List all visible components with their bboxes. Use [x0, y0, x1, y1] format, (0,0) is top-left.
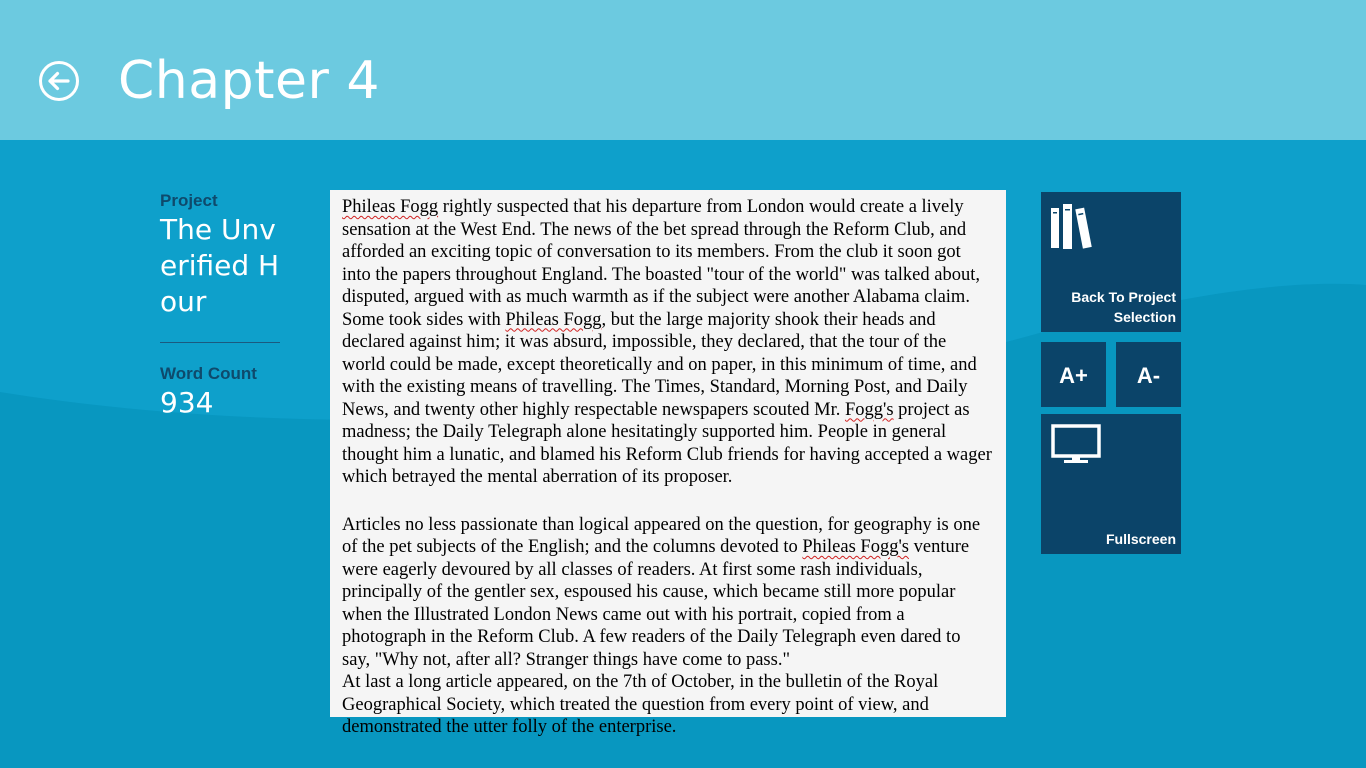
back-arrow-icon [38, 60, 80, 102]
project-label: Project [160, 191, 218, 210]
back-to-project-label: Back To Project Selection [1071, 289, 1176, 325]
project-name: The Unverified Hour [160, 213, 280, 318]
word-count-value: 934 [160, 386, 214, 419]
books-icon [1049, 202, 1101, 252]
project-info-panel [160, 190, 285, 421]
text-paragraph: At last a long article appeared, on the 7th of October, in the bulletin of the Royal Geographical Society, which treated the question from every point of view, and demonstrated the utter folly of the enterprise. [342, 672, 939, 737]
increase-font-label: A+ [1059, 363, 1088, 388]
page-header [0, 0, 1366, 140]
word-count-label: Word Count [160, 364, 257, 383]
text-paragraph: Phileas Fogg rightly suspected that his departure from London would create a lively sensation at the West End. The news of the bet spread through the Reform Club, and afforded an exciting topic of conversation to its members. From the club it soon got into the papers throughout England. The boasted "tour of the world" was talked about, disputed, argued with as much warmth as if the subject were another Alabama claim. Some took sides with Phileas Fogg, but the large majority shook their heads and declared against him; it was absurd, impossible, they declared, that the tour of the world could be made, except theoretically and on paper, in this minimum of time, and with the existing means of travelling. The Times, Standard, Morning Post, and Daily News, and twenty other highly respectable newspapers scouted Mr. Fogg's project as madness; the Daily Telegraph alone hesitatingly supported him. People in general thought him a lunatic, and blamed his Reform Club friends for having accepted a wager which betrayed the mental aberration of its proposer. [342, 197, 992, 487]
decrease-font-button[interactable] [1116, 342, 1181, 407]
fullscreen-label: Fullscreen [1105, 531, 1176, 547]
page-title: Chapter 4 [118, 51, 381, 111]
monitor-icon [1051, 424, 1103, 464]
text-paragraph: Articles no less passionate than logical appeared on the question, for geography is one of the pet subjects of the English; and the columns devoted to Phileas Fogg's venture were eagerly devoured by all classes of readers. At first some rash individuals, principally of the gentler sex, espoused his cause, which became still more popular when the Illustrated London News came out with his portrait, copied from a photograph in the Reform Club. A few readers of the Daily Telegraph even dared to say, "Why not, after all? Stranger things have come to pass." [342, 514, 981, 670]
misspelled-word[interactable]: Phileas Fogg [505, 309, 602, 330]
info-divider [160, 342, 280, 343]
fullscreen-button[interactable] [1041, 414, 1181, 554]
decrease-font-label: A- [1136, 363, 1161, 388]
chapter-text-editor[interactable] [330, 190, 1006, 737]
misspelled-word[interactable]: Fogg's [844, 399, 894, 420]
back-to-project-button[interactable] [1041, 192, 1181, 332]
misspelled-word[interactable]: Phileas Fogg [342, 197, 439, 217]
back-button[interactable] [38, 60, 80, 102]
chapter-text[interactable] [342, 196, 992, 764]
misspelled-word[interactable]: Phileas Fogg's [802, 537, 909, 557]
increase-font-button[interactable] [1041, 342, 1106, 407]
